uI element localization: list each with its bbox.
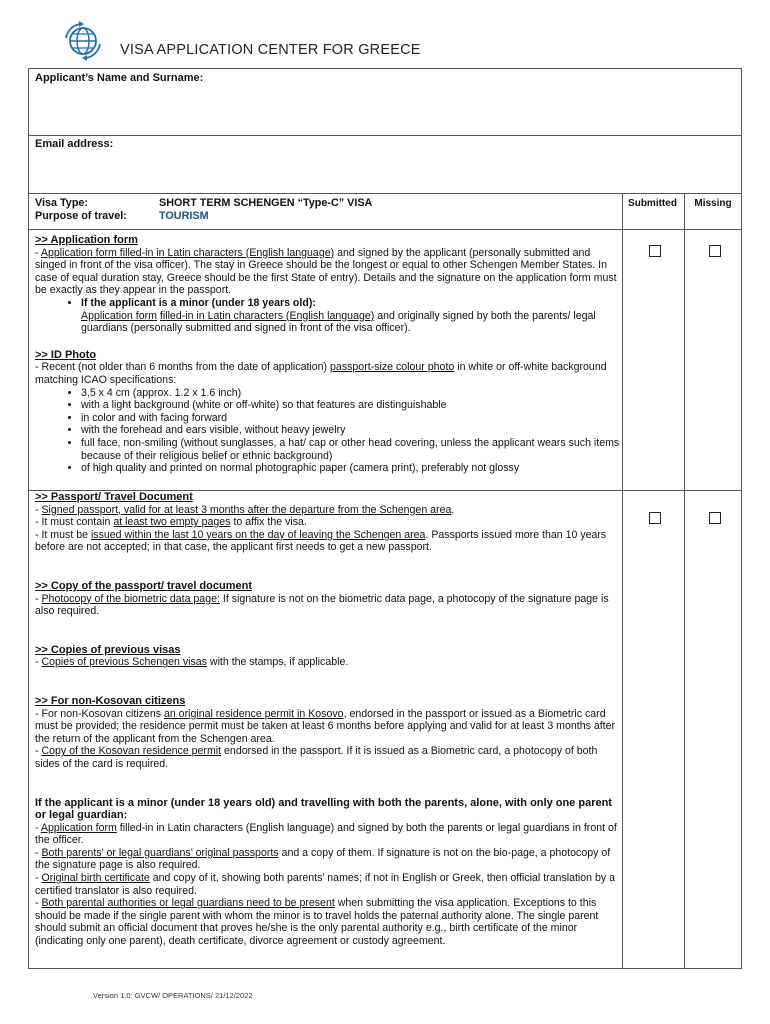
page-title: VISA APPLICATION CENTER FOR GREECE xyxy=(120,42,421,58)
copy-passport-text: - Photocopy of the biometric data page: If signature is not on the biometric data page, a photocopy of the signature page is also required. xyxy=(35,592,609,618)
copy-passport-title: >> Copy of the passport/ travel document xyxy=(35,579,252,592)
globe-logo-icon xyxy=(60,18,106,64)
list-item: • of high quality and printed on normal photographic paper (camera print), preferably not glossy xyxy=(81,462,620,475)
passport-title: >> Passport/ Travel Document xyxy=(35,491,193,503)
application-form-underlined: Application form filled-in in Latin characters (English language) xyxy=(40,246,335,259)
applicant-name-label: Applicant’s Name and Surname: xyxy=(35,72,204,84)
submitted-column-header: Submitted xyxy=(628,198,677,209)
minor-bullet-list xyxy=(35,297,620,310)
id-photo-title: >> ID Photo xyxy=(35,348,97,361)
list-item: • 3,5 x 4 cm (approx. 1.2 x 1.6 inch) xyxy=(81,387,620,400)
checklist-table xyxy=(28,68,742,969)
email-label: Email address: xyxy=(35,138,114,150)
passport-submitted-checkbox[interactable] xyxy=(649,512,661,524)
visa-type-label: Visa Type: xyxy=(35,197,89,209)
list-item: • with the forehead and ears visible, without heavy jewelry xyxy=(81,424,620,437)
id-photo-bullets xyxy=(35,387,620,475)
id-photo-text: - Recent (not older than 6 months from the date of application) passport-size colour photo in white or off-white background matching ICAO specifications: xyxy=(35,361,607,386)
application-form-title: >> Application form xyxy=(35,234,138,246)
divider xyxy=(29,135,741,136)
divider xyxy=(29,229,741,230)
missing-column-header: Missing xyxy=(694,198,732,209)
purpose-label: Purpose of travel: xyxy=(35,210,127,222)
previous-visas-title: >> Copies of previous visas xyxy=(35,643,181,656)
list-item: • full face, non-smiling (without sunglasses, a hat/ cap or other head covering, unless the applicant wears such items because of their religious belief or ethnic background) xyxy=(81,437,620,462)
application-submitted-checkbox[interactable] xyxy=(649,245,661,257)
non-kosovan-text-2: - Copy of the Kosovan residence permit endorsed in the passport. If it is issued as a Biometric card, a photocopy of both sides of the card is required. xyxy=(35,745,598,770)
minor-line-3: - Original birth certificate and copy of it, showing both parents’ names; if not in English or Greek, then official translation by a certified translator is also required. xyxy=(35,872,616,897)
purpose-value: TOURISM xyxy=(159,210,209,222)
passport-missing-checkbox[interactable] xyxy=(709,512,721,524)
non-kosovan-title: >> For non-Kosovan citizens xyxy=(35,694,186,707)
passport-line-1: - Signed passport, valid for at least 3 months after the departure from the Schengen area. xyxy=(35,503,455,516)
passport-line-2: - It must contain at least two empty pages to affix the visa. xyxy=(35,516,307,529)
list-item: • with a light background (white or off-white) so that features are distinguishable xyxy=(81,399,620,412)
divider xyxy=(29,193,741,194)
application-missing-checkbox[interactable] xyxy=(709,245,721,257)
minor-title: If the applicant is a minor (under 18 years old) and travelling with both the parents, alone, with only one parent or legal guardian: xyxy=(35,796,612,822)
column-divider xyxy=(684,193,685,968)
minor-bullet: • If the applicant is a minor (under 18 years old): xyxy=(81,297,620,310)
passport-line-3: - It must be issued within the last 10 years on the day of leaving the Schengen area. Passports issued more than 10 years before are not accepted; in that case, the applicant first needs to get a new passport. xyxy=(35,528,607,554)
minor-line-4: - Both parental authorities or legal guardians need to be present when submitting the visa application. Exceptions to this should be made if the single parent with whom the minor is to travel holds the paternal authority alone. The single parent should submit an official document that proves he/she is the only parental authority e.g., birth certificate of the minor (indicating only one parent), death certificate, divorce agreement or custody agreement. xyxy=(35,897,599,948)
minor-line-1: - Application form filled-in in Latin characters (English language) and signed by both the parents or legal guardians in front of the officer. xyxy=(35,821,617,847)
documents-section xyxy=(35,491,620,948)
list-item: • in color and with facing forward xyxy=(81,412,620,425)
minor-line-2: - Both parents’ or legal guardians’ original passports and a copy of them. If signature is not on the bio-page, a photocopy of the signature page is also required. xyxy=(35,846,611,872)
column-divider xyxy=(622,193,623,968)
non-kosovan-text-1: - For non-Kosovan citizens an original residence permit in Kosovo, endorsed in the passport or issued as a Biometric card must be provided; the residence permit must be taken at least 6 months before applying and valid for at least 3 months after the return of the applicant from the Schengen area. xyxy=(35,707,616,745)
version-footer: Version 1.0: GVCW/ OPERATIONS/ 21/12/2022 xyxy=(93,991,253,1000)
previous-visas-text: - Copies of previous Schengen visas with the stamps, if applicable. xyxy=(35,656,349,669)
minor-text: Application form filled-in in Latin characters (English language) and originally signed by both the parents/ legal guardians (personally submitted and signed in front of the visa officer). xyxy=(81,309,596,335)
application-form-text: and signed by the applicant (personally submitted and singed in front of the visa officer). The stay in Greece should be the longest or equal to other Schengen Member States. In case of equal duration stay, Greece should be the first State of entry). Details and the signature on the application form must be exactly as they appear in the passport. xyxy=(35,246,617,297)
visa-type-value: SHORT TERM SCHENGEN “Type-C” VISA xyxy=(159,197,373,209)
application-form-section: >> Application form - Application form filled-in in Latin characters (English language) and signed by the applicant (personally submitted and singed in front of the visa officer). The stay in Greece should be the longest or equal to other Schengen Member States. In case of equal duration stay, Greece should be the first State of entry). Details and the signature on the application form must be exactly as they appear in the passport. • If the applicant is a minor (under 18 years old): Application form filled-in in Latin characters (English language) and originally signed by both the parents/ legal guardians (personally submitted and signed in front of the visa officer). >> ID Photo - Recent (not older than 6 months from the date of application) passport-size colour photo in white or off-white background matching ICAO specifications: • 3,5 x 4 cm (approx. 1.2 x 1.6 inch) • with a light background (white or off-white) so that features are distinguishable • in color and with facing forward • with the forehead and ears visible, without heavy jewelry • full face, non-smiling (without sunglasses, a hat/ cap or other head covering, unless the applicant wears such items because of their religious belief or ethnic background) • of high quality and printed on normal photographic paper (camera print), preferably not glossy xyxy=(35,234,620,475)
